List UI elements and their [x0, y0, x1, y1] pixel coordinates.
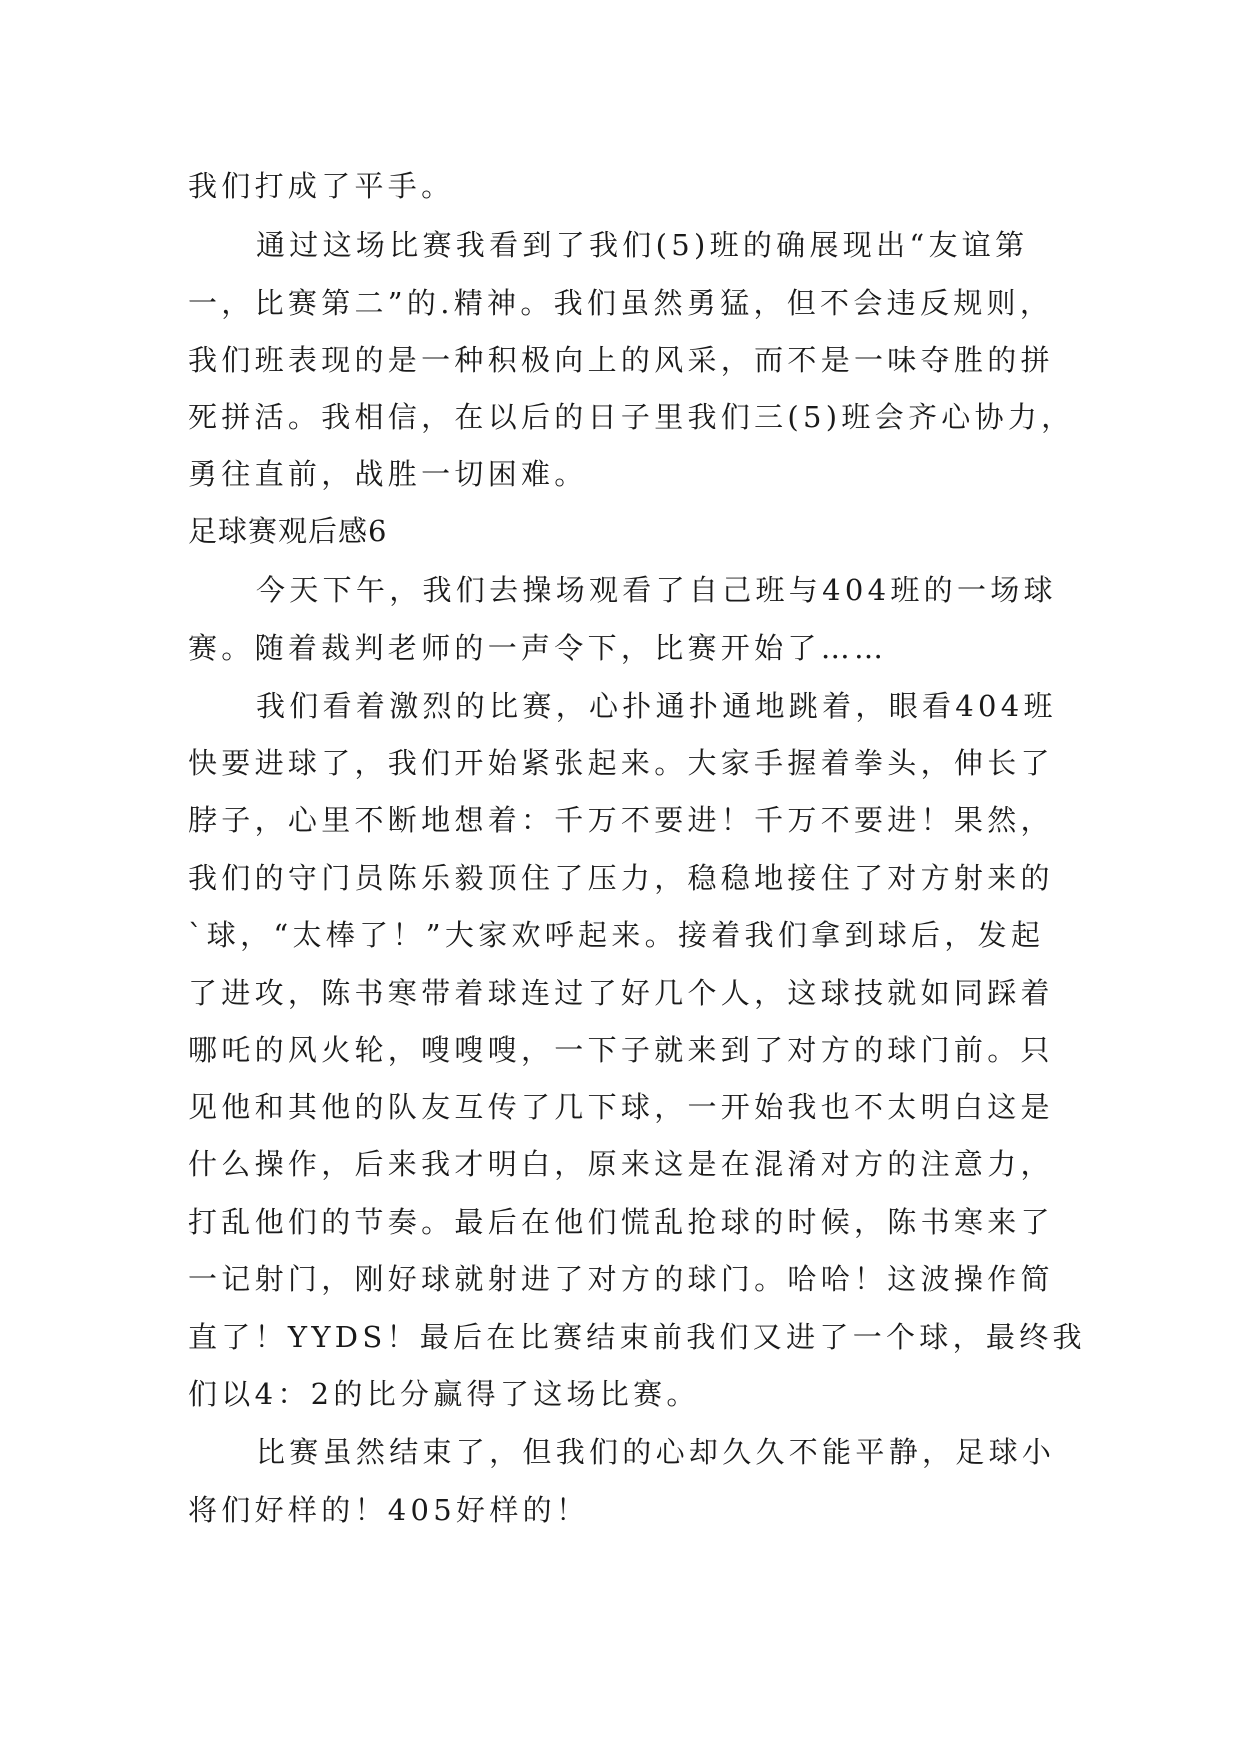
- paragraph-line: 今天下午，我们去操场观看了自己班与404班的一场球: [256, 573, 1057, 607]
- paragraph-line: 死拼活。我相信，在以后的日子里我们三(5)班会齐心协力，: [188, 400, 1075, 434]
- paragraph-line: 我们班表现的是一种积极向上的风采，而不是一味夺胜的拼: [188, 343, 1054, 377]
- paragraph-line: `球，“太棒了！”大家欢呼起来。接着我们拿到球后，发起: [188, 918, 1045, 952]
- paragraph-line: 我们看着激烈的比赛，心扑通扑通地跳着，眼看404班: [256, 689, 1057, 723]
- paragraph-line: 见他和其他的队友互传了几下球，一开始我也不太明白这是: [188, 1090, 1054, 1124]
- paragraph-line: 一记射门，刚好球就射进了对方的球门。哈哈！这波操作简: [188, 1262, 1054, 1296]
- paragraph-line: 什么操作，后来我才明白，原来这是在混淆对方的注意力，: [188, 1147, 1054, 1181]
- paragraph-line: 脖子，心里不断地想着：千万不要进！千万不要进！果然，: [188, 803, 1054, 837]
- paragraph-line: 们以4：2的比分赢得了这场比赛。: [188, 1377, 700, 1411]
- paragraph-line: 勇往直前，战胜一切困难。: [188, 457, 588, 491]
- section-heading: 足球赛观后感6: [188, 514, 388, 548]
- paragraph-line: 快要进球了，我们开始紧张起来。大家手握着拳头，伸长了: [188, 746, 1054, 780]
- paragraph-line: 赛。随着裁判老师的一声令下，比赛开始了……: [188, 631, 888, 665]
- paragraph-line: 打乱他们的节奏。最后在他们慌乱抢球的时候，陈书寒来了: [188, 1205, 1054, 1239]
- paragraph-line: 我们的守门员陈乐毅顶住了压力，稳稳地接住了对方射来的: [188, 861, 1054, 895]
- paragraph-line: 比赛虽然结束了，但我们的心却久久不能平静，足球小: [256, 1435, 1056, 1469]
- paragraph-line: 哪吒的风火轮，嗖嗖嗖，一下子就来到了对方的球门前。只: [188, 1033, 1054, 1067]
- paragraph-line: 直了！YYDS！最后在比赛结束前我们又进了一个球，最终我: [188, 1320, 1086, 1354]
- paragraph-line: 了进攻，陈书寒带着球连过了好几个人，这球技就如同踩着: [188, 976, 1054, 1010]
- paragraph-line: 我们打成了平手。: [188, 169, 455, 203]
- paragraph-line: 将们好样的！405好样的！: [188, 1493, 590, 1527]
- paragraph-line: 通过这场比赛我看到了我们(5)班的确展现出“友谊第: [256, 228, 1029, 262]
- paragraph-line: 一，比赛第二”的.精神。我们虽然勇猛，但不会违反规则，: [188, 286, 1054, 320]
